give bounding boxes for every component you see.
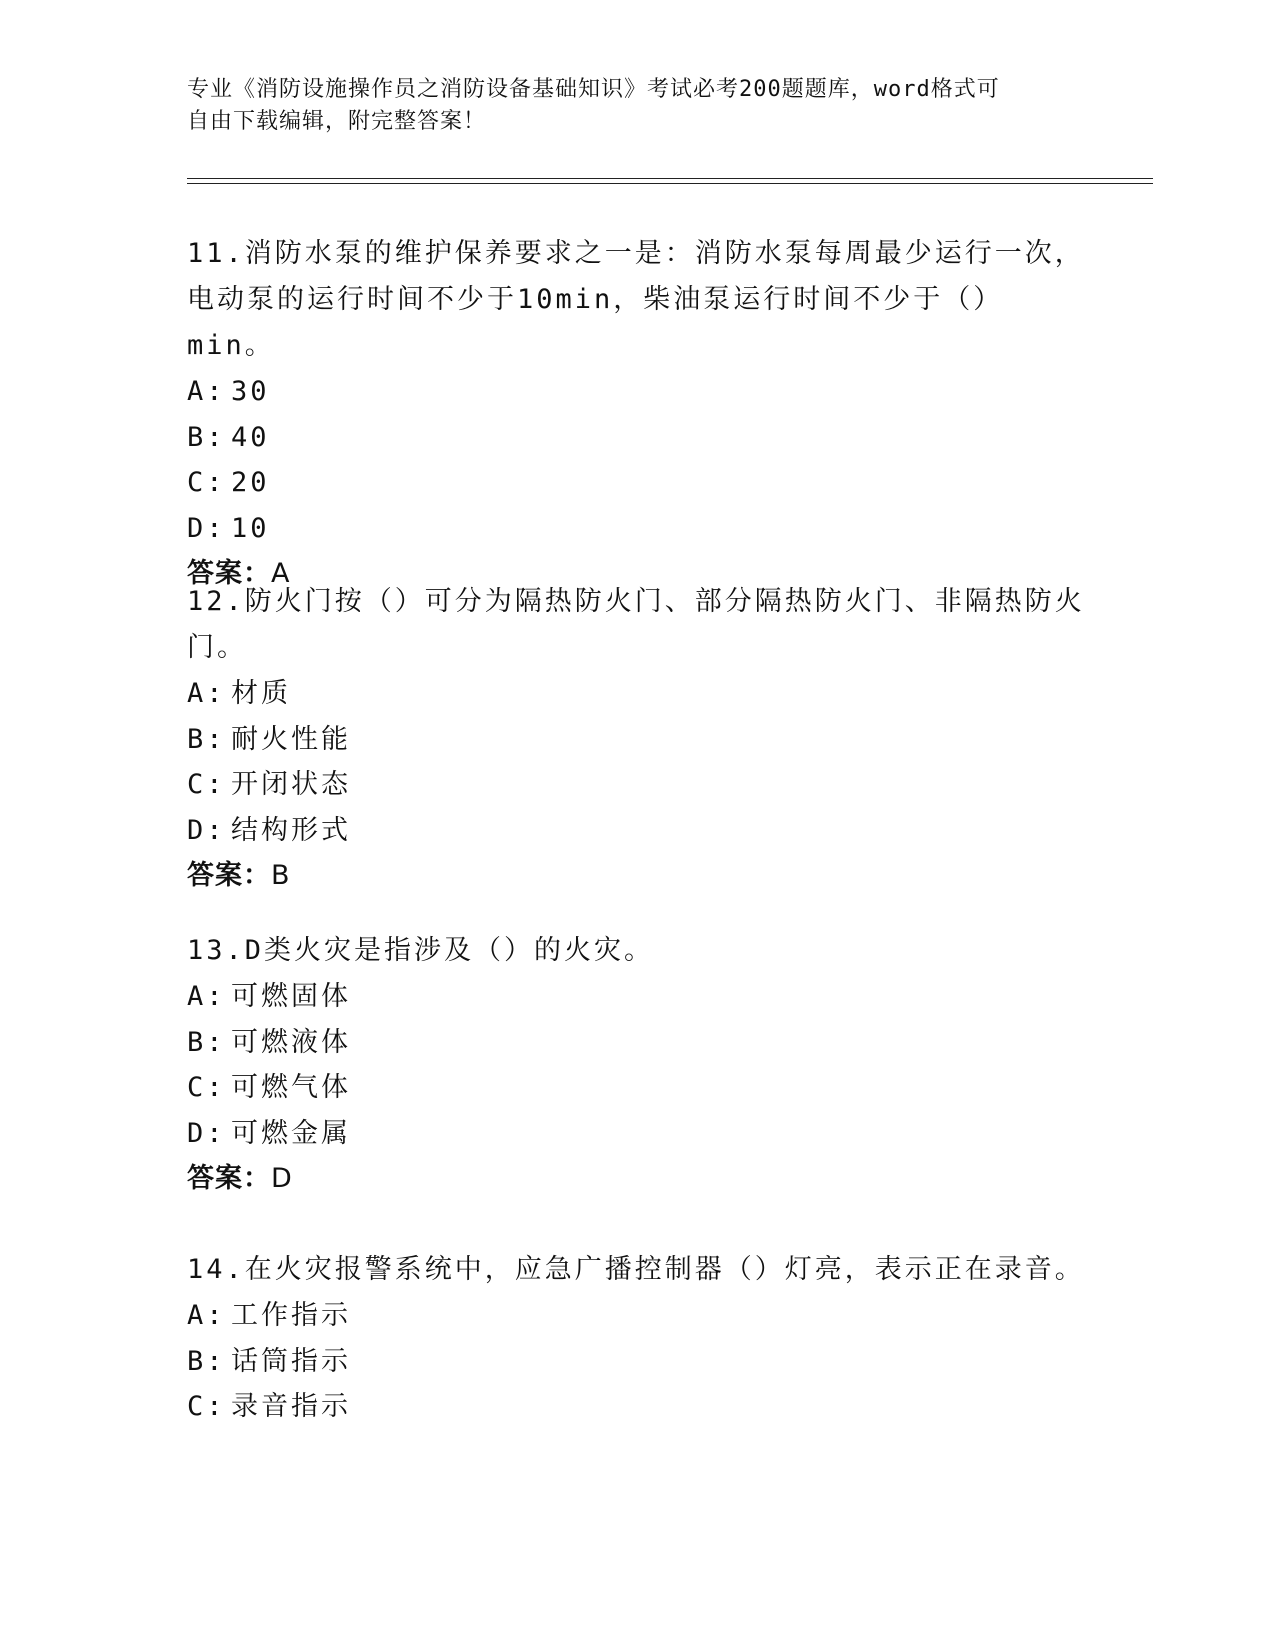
option-value: 20 — [231, 467, 270, 498]
option-b — [187, 1339, 1087, 1385]
answer-label: 答案： — [187, 860, 271, 891]
question-text: 12.防火门按（）可分为隔热防火门、部分隔热防火门、非隔热防火门。 — [187, 586, 1085, 663]
question-text: 11.消防水泵的维护保养要求之一是：消防水泵每周最少运行一次，电动泵的运行时间不少于10min，柴油泵运行时间不少于（）min。 — [187, 238, 1085, 361]
option-value: 10 — [231, 512, 270, 544]
option-a — [187, 671, 1087, 717]
header-divider-bottom — [187, 183, 1153, 184]
option-d — [187, 506, 1087, 552]
option-key: A: — [187, 678, 226, 709]
option-b — [187, 415, 1087, 461]
header-line-1: 专业《消防设施操作员之消防设备基础知识》考试必考200题题库，word格式可 — [187, 77, 1000, 102]
question-text: 14.在火灾报警系统中，应急广播控制器（）灯亮，表示正在录音。 — [187, 1254, 1085, 1285]
question-14 — [187, 1247, 1087, 1430]
option-d — [187, 1111, 1087, 1157]
option-a — [187, 974, 1087, 1020]
option-value: 40 — [231, 421, 270, 453]
option-value: 话筒指示 — [231, 1345, 351, 1377]
option-key: C: — [187, 1072, 226, 1103]
header-line-2: 自由下载编辑，附完整答案！ — [187, 109, 487, 134]
option-value: 可燃气体 — [231, 1072, 351, 1103]
option-key: C: — [187, 769, 226, 800]
option-a — [187, 369, 1087, 415]
answer-label: 答案： — [187, 1163, 271, 1194]
option-d — [187, 808, 1087, 854]
option-a — [187, 1293, 1087, 1339]
option-key: D: — [187, 814, 226, 846]
option-value: 可燃金属 — [231, 1117, 351, 1149]
header-divider-top — [187, 178, 1153, 179]
option-value: 材质 — [231, 678, 291, 709]
option-c — [187, 460, 1087, 506]
answer-line — [187, 853, 1087, 899]
option-c — [187, 1384, 1087, 1430]
option-value: 耐火性能 — [231, 723, 351, 755]
option-value: 可燃液体 — [231, 1026, 351, 1058]
option-b — [187, 1020, 1087, 1066]
question-11 — [187, 231, 1087, 597]
option-key: A: — [187, 376, 226, 407]
option-key: B: — [187, 723, 226, 755]
option-key: A: — [187, 1300, 226, 1331]
option-value: 录音指示 — [231, 1391, 351, 1422]
option-c — [187, 1065, 1087, 1111]
option-key: D: — [187, 1117, 226, 1149]
option-value: 30 — [231, 376, 270, 407]
option-value: 工作指示 — [231, 1300, 351, 1331]
option-value: 结构形式 — [231, 814, 351, 846]
answer-line — [187, 1156, 1087, 1202]
option-key: B: — [187, 1345, 226, 1377]
question-13 — [187, 928, 1087, 1202]
answer-value: D — [271, 1163, 292, 1194]
option-c — [187, 762, 1087, 808]
question-text: 13.D类火灾是指涉及（）的火灾。 — [187, 935, 655, 966]
answer-value: A — [271, 558, 290, 589]
option-key: D: — [187, 512, 226, 544]
option-value: 可燃固体 — [231, 981, 351, 1012]
option-value: 开闭状态 — [231, 769, 351, 800]
option-key: C: — [187, 1391, 226, 1422]
question-12 — [187, 579, 1087, 899]
answer-label: 答案： — [187, 558, 271, 589]
option-key: B: — [187, 1026, 226, 1058]
option-key: A: — [187, 981, 226, 1012]
option-key: B: — [187, 421, 226, 453]
document-header — [187, 74, 1067, 138]
option-key: C: — [187, 467, 226, 498]
option-b — [187, 717, 1087, 763]
answer-value: B — [271, 860, 290, 891]
